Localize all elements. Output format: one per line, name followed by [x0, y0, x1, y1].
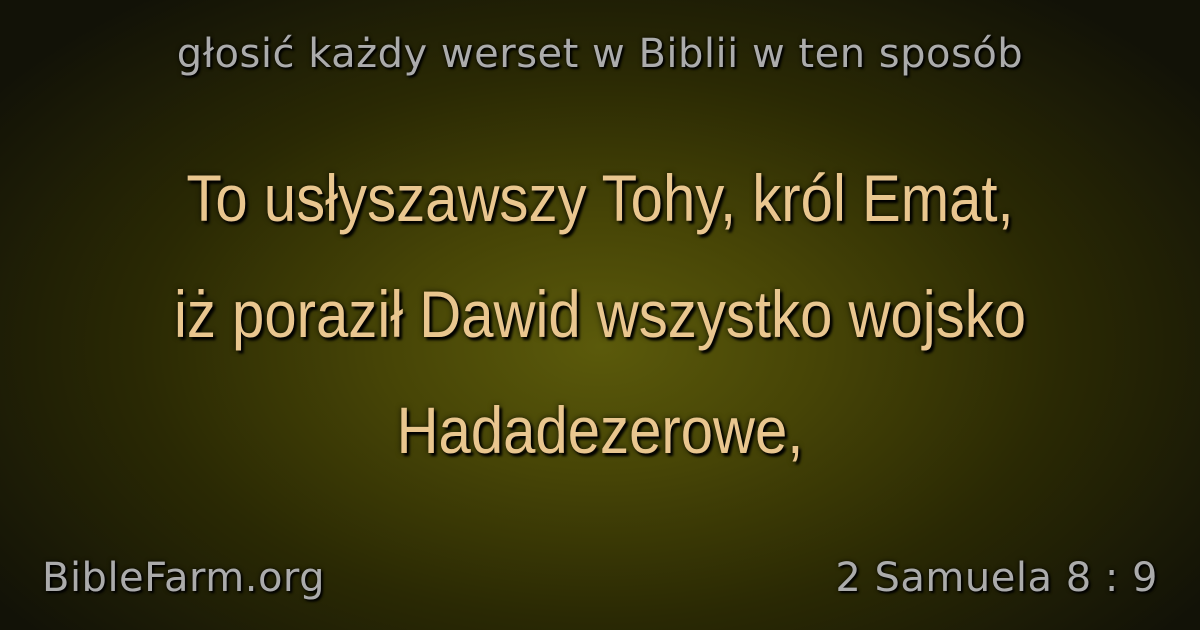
verse-line: Hadadezerowe, — [396, 393, 804, 467]
tagline: głosić każdy werset w Biblii w ten sposób — [176, 31, 1024, 77]
verse-line: To usłyszawszy Tohy, król Emat, — [186, 161, 1014, 235]
verse-line: iż poraził Dawid wszystko wojsko — [173, 277, 1027, 351]
site-name: BibleFarm.org — [42, 555, 326, 601]
verse-text — [40, 140, 1160, 488]
verse-reference: 2 Samuela 8 : 9 — [835, 555, 1158, 601]
